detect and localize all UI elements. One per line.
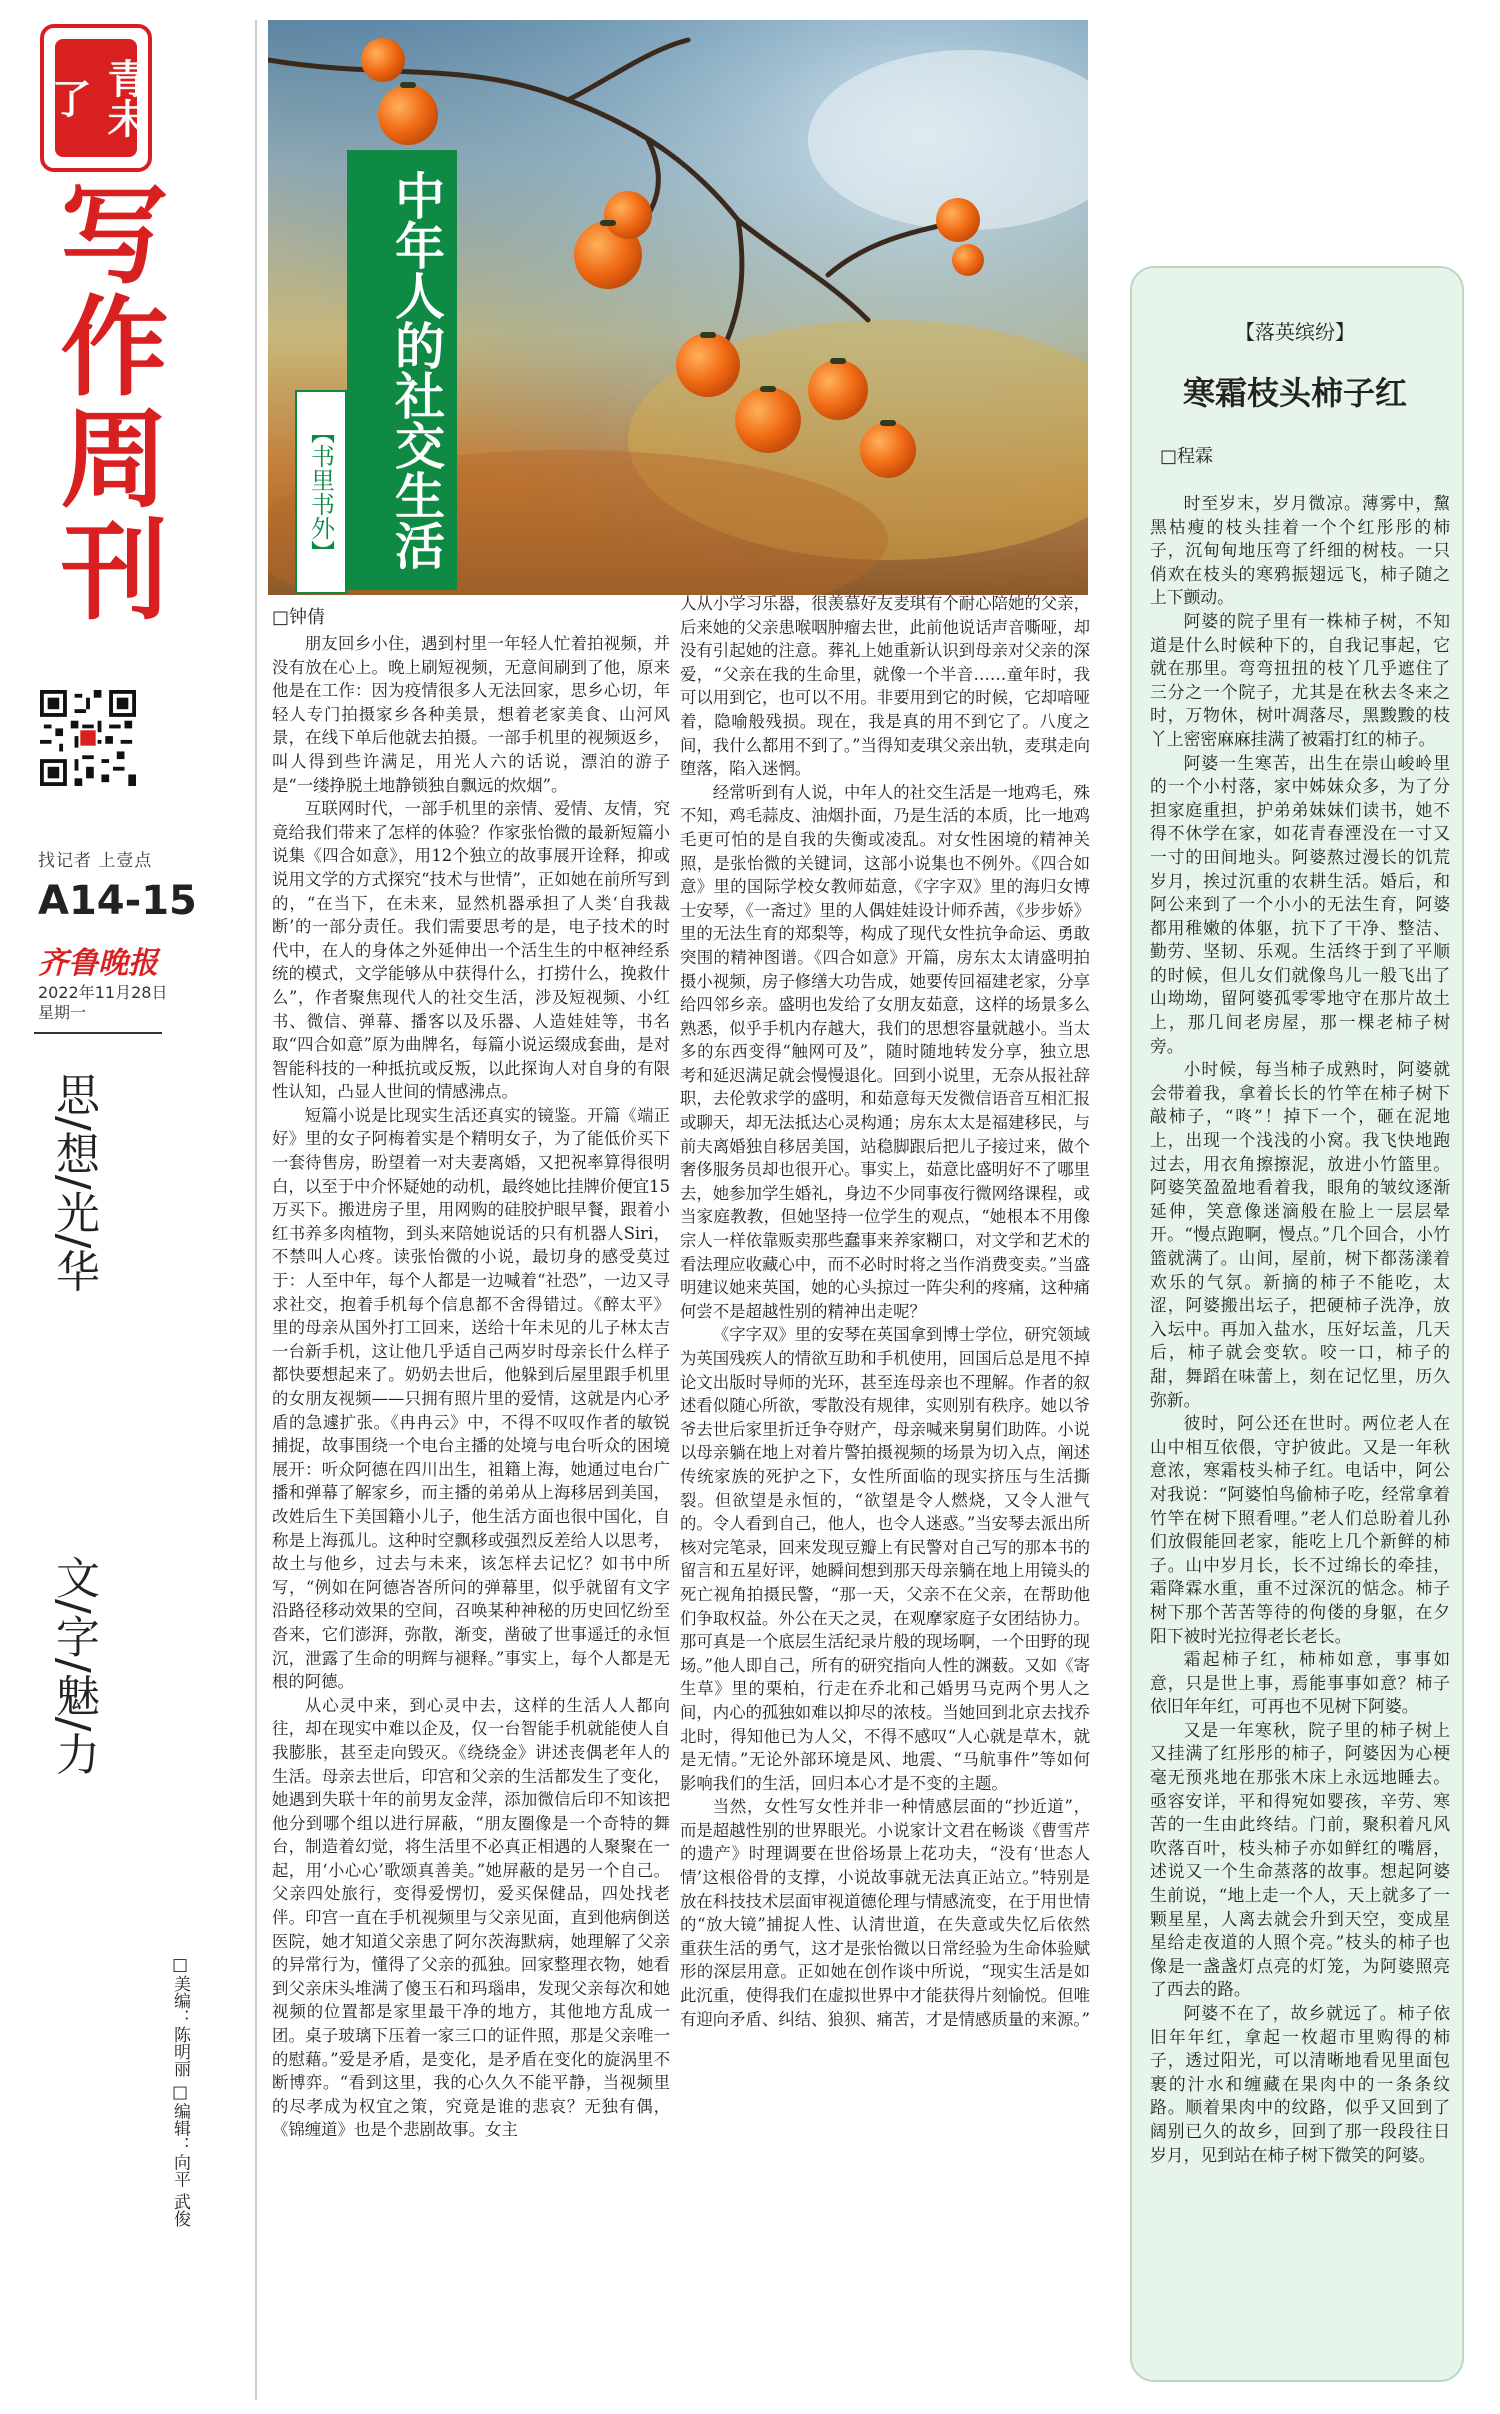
- motto-line-1: 思/想/光/华: [48, 1072, 99, 1293]
- editor-credits: □美编：陈明丽 □编辑：向平 武俊: [170, 1955, 190, 2227]
- motto-line-2: 文/字/魅/力: [48, 1555, 99, 1776]
- publication-weekday: 星期一: [38, 1003, 87, 1022]
- paragraph: 霜起柿子红，柿柿如意，事事如意，只是世上事，焉能事事如意？柿子依旧年年红，可再也不见树下阿婆。: [1150, 1649, 1450, 1717]
- column-tag: 【书里书外】: [295, 390, 347, 594]
- article-column-1: [272, 632, 670, 2402]
- sidebar-column-tag: 【落英缤纷】: [1235, 320, 1355, 344]
- publication-date: 2022年11月28日: [38, 983, 168, 1002]
- newspaper-name: 齐鲁晚报: [38, 946, 158, 981]
- paragraph: 彼时，阿公还在世时。两位老人在山中相互依偎，守护彼此。又是一年秋意浓，寒霜枝头柿子红。电话中，阿公对我说：“阿婆怕鸟偷柿子吃，经常拿着竹竿在树下照看哩。”老人们总盼着儿孙们放假能回老家，能吃上几个新鲜的柿子。山中岁月长，长不过绵长的牵挂，霜降霖水重，重不过深沉的惦念。柿子树下那个苦苦等待的佝偻的身躯，在夕阳下被时光拉得老长老长。: [1150, 1413, 1450, 1646]
- masthead-divider: [34, 1032, 162, 1034]
- qr-code-icon: [40, 690, 136, 786]
- paragraph: 互联网时代，一部手机里的亲情、爱情、友情，究竟给我们带来了怎样的体验？作家张怡微的最新短篇小说集《四合如意》，用12个独立的故事展开诠释，抑或说用文学的方式探究“技术与世情”，正如她在前所写到的，“在当下，在未来，显然机器承担了人类‘自我裁断’的一部分责任。我们需要思考的是，电子技术的时代中，在人的身体之外延伸出一个活生生的中枢神经系统的模式，文学能够从中获得什么，打捞什么，挽救什么”，作者聚焦现代人的社交生活，涉及短视频、小红书、微信、弹幕、播客以及乐器、人造娃娃等，书名取“四合如意”原为曲牌名，每篇小说运缀成套曲，是对智能科技的一种抵抗或反叛，以此探询人对自身的有限性认知，凸显人世间的情感沸点。: [272, 799, 670, 1102]
- section-title: 写作周刊: [42, 178, 167, 626]
- article-column-2: [680, 592, 1090, 2402]
- paragraph: 阿婆一生寒苦，出生在崇山峻岭里的一个小村落，家中姊妹众多，为了分担家庭重担，护弟弟妹妹们读书，她不得不休学在家，如花青春湮没在一寸又一寸的田间地头。阿婆熬过漫长的饥荒岁月，挨过沉重的农耕生活。婚后，和阿公来到了一个小小的无法生育，阿婆都用稚嫩的体躯，抗下了干净、整洁、勤劳、坚韧、乐观。生活终于到了平顺的时候，但儿女们就像鸟儿一般飞出了山坳坳，留阿婆孤零零地守在那片故土上，那几间老房屋，那一棵老柿子树旁。: [1150, 752, 1450, 1056]
- column-divider: [255, 20, 257, 2400]
- paragraph: 小时候，每当柿子成熟时，阿婆就会带着我，拿着长长的竹竿在柿子树下敲柿子，“咚”！掉下一个，砸在泥地上，出现一个浅浅的小窝。我飞快地跑过去，用衣角擦擦泥，放进小竹篮里。阿婆笑盈盈地看着我，眼角的皱纹逐渐延伸，笑意像迷滴般在脸上一层层晕开。“慢点跑啊，慢点。”几个回合，小竹篮就满了。山间，屋前，树下都荡漾着欢乐的气氛。新摘的柿子不能吃，太涩，阿婆搬出坛子，把硬柿子洗净，放入坛中。再加入盐水，压好坛盖，几天后，柿子就会变软。咬一口，柿子的甜，舞蹈在味蕾上，刻在记忆里，历久弥新。: [1150, 1059, 1450, 1410]
- paragraph: 短篇小说是比现实生活还真实的镜鉴。开篇《端正好》里的女子阿梅着实是个精明女子，为了能低价买下一套待售房，盼望着一对夫妻离婚，又把祝率算得很明白，以至于中介怀疑她的动机，最终她比挂牌价便宜15万买下。搬进房子里，用网购的硅胶护眼早餐，跟着小红书养多肉植物，到头来陪她说话的只有机器人Siri，不禁叫人心疼。读张怡微的小说，最切身的感受莫过于：人至中年，每个人都是一边喊着“社恐”，一边又寻求社交，抱着手机每个信息都不舍得错过。《醉太平》里的母亲从国外打工回来，送给十年未见的儿子林太吉一台新手机，这让他几乎适自己两岁时母亲长什么样子都快要想起来了。奶奶去世后，他躲到后屋里跟手机里的女朋友视频——只拥有照片里的爱情，这就是内心矛盾的急遽扩张。《冉冉云》中，不得不叹叹作者的敏锐捕捉，故事围绕一个电台主播的处境与电台听众的困境展开：听众阿德在四川出生，祖籍上海，她通过电台广播和弹幕了解家乡，而主播的弟弟从上海移居到美国，改姓后生下美国籍小儿子，他生活方面也很中国化，自称是上海孤儿。这种时空飘移或强烈反差给人以思考，故土与他乡，过去与未来，该怎样去记忆？如书中所写，“例如在阿德峇峇所问的弹幕里，似乎就留有文字沿路径移动效果的空间，召唤某种神秘的历史回忆纷至沓来，它们澎湃，弥散，渐变，凿破了世事遥迁的永恒沉，泄露了生命的明辉与褪释。”事实上，每个人都是无根的阿德。: [272, 1105, 670, 1692]
- paragraph: 从心灵中来，到心灵中去，这样的生活人人都向往，却在现实中难以企及，仅一台智能手机就能使人自我膨胀，甚至走向毁灭。《绕绕金》讲述丧偶老年人的生活。母亲去世后，印宫和父亲的生活都发生了变化，她遇到失联十年的前男友金萍，添加微信后印不知该把他分到哪个组以进行屏蔽，“朋友圈像是一个奇特的舞台，制造着幻觉，将生活里不必真正相遇的人聚聚在一起，用‘小心心’歌颂真善美。”她屏蔽的是另一个自己。父亲四处旅行，变得爱愣忉，爱买保健品，四处找老伴。印宫一直在手机视频里与父亲见面，直到他病倒送医院，她才知道父亲患了阿尔茨海默病，她理解了父亲的异常行为，懂得了父亲的孤独。回家整理衣物，她看到父亲床头堆满了傻玉石和玛瑙串，发现父亲每次和她视频的位置都是家里最干净的地方，其他地方乱成一团。桌子玻璃下压着一家三口的证件照，那是父亲唯一的慰藉。”爱是矛盾，是变化，是矛盾在变化的旋涡里不断博弈。“看到这里，我的心久久不能平静，当视频里的尽孝成为权宜之策，究竟是谁的悲哀？无独有偶，《锦缠道》也是个悲剧故事。女主: [272, 1695, 670, 2140]
- qr-caption: 找记者 上壹点: [38, 851, 153, 871]
- paragraph: 阿婆不在了，故乡就远了。柿子依旧年年红，拿起一枚超市里购得的柿子，透过阳光，可以清晰地看见里面包裹的汁水和缠藏在果肉中的一条条纹路。顺着果肉中的纹路，似乎又回到了阔别已久的故乡，回到了那一段段往日岁月，见到站在柿子树下微笑的阿婆。: [1150, 2003, 1450, 2165]
- paragraph: 当然，女性写女性并非一种情感层面的“抄近道”，而是超越性别的世界眼光。小说家计文君在畅谈《曹雪芹的遗产》时理调要在世俗场景上花功夫，“没有‘世态人情’这根俗骨的支撑，小说故事就无法真正站立。”特别是放在科技技术层面审视道德伦理与情感流变，在于用世情的“放大镜”捕捉人性、认清世道，在失意或失忆后依然重获生活的勇气，这才是张怡微以日常经验为生命体验赋形的深层用意。正如她在创作谈中所说，“现实生活是如此沉重，使得我们在虚拟世界中才能获得片刻愉悦。但唯有迎向矛盾、纠结、狼狈、痛苦，才是情感质量的来源。”: [680, 1797, 1090, 2029]
- sidebar-byline: □程霖: [1160, 446, 1214, 467]
- paper-logo: [40, 24, 152, 172]
- page-numbers: A14-15: [38, 878, 197, 924]
- paragraph: 经常听到有人说，中年人的社交生活是一地鸡毛，殊不知，鸡毛蒜皮、油烟扑面，乃是生活的本质，比一地鸡毛更可怕的是自我的失衡或凌乱。对女性困境的精神关照，是张怡微的关键词，这部小说集也不例外。《四合如意》里的国际学校女教师茹意，《字字双》里的海归女博士安琴，《一斋过》里的人偶娃娃设计师乔茜，《步步娇》里的无法生育的郑梨等，构成了现代女性抗争命运、勇敢突围的精神图谱。《四合如意》开篇，房东太太请盛明拍摄小视频，房子修缮大功告成，她要传回福建老家，分享给四邻乡亲。盛明也发给了女朋友茹意，这样的场景多么熟悉，似乎手机内存越大，我们的思想容量就越小。当太多的东西变得“触网可及”，随时随地转发分享，独立思考和延迟满足就会慢慢退化。回到小说里，无奈从报社辞职，去伦敦求学的盛明，和茹意每天发微信语音互相汇报或聊天，却无法抵达心灵构通；房东太太是福建移民，与前夫离婚独自移居美国，站稳脚跟后把儿子接过来，做个奢侈服务员却也很开心。事实上，茹意比盛明好不了哪里去，她参加学生婚礼，身边不少同事夜行微网络课程，或当家庭教教，但她坚持一位学生的观点，“她根本不用像宗人一样依靠贩卖那些蠢事来养家糊口，对文学和艺术的看法理应收藏心中，而不必时时将之当作消费变卖。”当盛明建议她来英国，她的心头掠过一阵尖利的疼痛，这种痛何尝不是超越性别的精神出走呢？: [680, 782, 1090, 1321]
- logo-text: 青未了: [55, 39, 137, 157]
- paragraph: 《字字双》里的安琴在英国拿到博士学位，研究领域为英国残疾人的情欲互助和手机使用，回国后总是甩不掉论文出版时导师的光环，甚至连母亲也不理解。作者的叙述看似随心所欲，零散没有规律，实则别有秩序。她以爷爷去世后家里折迁争夺财产，母亲喊来舅舅们助阵。小说以母亲躺在地上对着片警拍摄视频的场景为切入点，阐述传统家族的死护之下，女性所面临的现实挤压与生活撕裂。但欲望是永恒的，“欲望是令人燃烧，又令人泄气的。令人看到自己，他人，也令人迷惑。”当安琴去派出所核对完笔录，回来发现豆瓣上有民警对自己写的那本书的留言和五星好评，她瞬间想到那天母亲躺在地上用镜头的死亡视角拍摄民警，“那一天，父亲不在父亲，在帮助他们争取权益。外公在天之灵，在观摩家庭子女团结协力。那可真是一个底层生活纪录片般的现场啊，一个田野的现场。”他人即自己，所有的研究指向人性的渊薮。又如《寄生草》里的栗柏，行走在乔北和己婚男马克两个男人之间，内心的孤独如难以抑尽的浓枝。当她回到北京去找乔北时，得知他已为人父，不得不感叹“人心就是草木，就是无情。”无论外部环境是风、地震、“马航事件”等如何影响我们的生活，回归本心才是不变的主题。: [680, 1325, 1090, 1793]
- paragraph: 又是一年寒秋，院子里的柿子树上又挂满了红彤彤的柿子，阿婆因为心梗毫无预兆地在那张木床上永远地睡去。亟容安详，平和得宛如婴孩，辛劳、寒苦的一生由此终结。门前，聚积着凡风吹落百叶，枝头柿子亦如鲜红的嘴唇，述说又一个生命蒸落的故事。想起阿婆生前说，“地上走一个人，天上就多了一颗星星，人离去就会升到天空，变成星星给走夜道的人照个亮。”枝头的柿子也像是一盏盏灯点亮的灯笼，为阿婆照亮了西去的路。: [1150, 1719, 1450, 2000]
- sidebar-body: [1150, 492, 1450, 2352]
- article-byline: □钟倩: [272, 607, 326, 628]
- article-title: 中年人的社交生活: [387, 170, 446, 570]
- paragraph: 阿婆的院子里有一株柿子树，不知道是什么时候种下的，自我记事起，它就在那里。弯弯扭扭的枝丫几乎遮住了三分之一个院子，尤其是在秋去冬来之时，万物休，树叶凋落尽，黑黢黢的枝丫上密密麻麻挂满了被霜打红的柿子。: [1150, 610, 1450, 749]
- paragraph: 人从小学习乐器，很羡慕好友麦琪有个耐心陪她的父亲，后来她的父亲患喉咽肿瘤去世，此前他说话声音嘶哑，却没有引起她的注意。葬礼上她重新认识到母亲对父亲的深爱，“父亲在我的生命里，就像一个半音……童年时，我可以用到它，也可以不用。非要用到它的时候，它却喑哑着，隐喻般残损。现在，我是真的用不到它了。八度之间，我什么都用不到了。”当得知麦琪父亲出轨，麦琪走向堕落，陷入迷惘。: [680, 594, 1090, 779]
- paragraph: 朋友回乡小住，遇到村里一年轻人忙着拍视频，并没有放在心上。晚上刷短视频，无意间刷到了他，原来他是在工作：因为疫情很多人无法回家，思乡心切，年轻人专门拍摄家乡各种美景，想着老家美食、山河风景，在线下单后他就去拍摄。一部手机里的视频返乡，叫人得到些许满足，用光人六的话说，漂泊的游子是“一缕挣脱土地静锁独自飘远的炊烟”。: [272, 634, 670, 795]
- sidebar-title: 寒霜枝头柿子红: [1182, 374, 1407, 412]
- paragraph: 时至岁末，岁月微凉。薄雾中，黧黑枯瘦的枝头挂着一个个红彤彤的柿子，沉甸甸地压弯了纤细的树枝。一只俏欢在枝头的寒鸦振翅远飞，柿子随之上下颤动。: [1150, 493, 1450, 608]
